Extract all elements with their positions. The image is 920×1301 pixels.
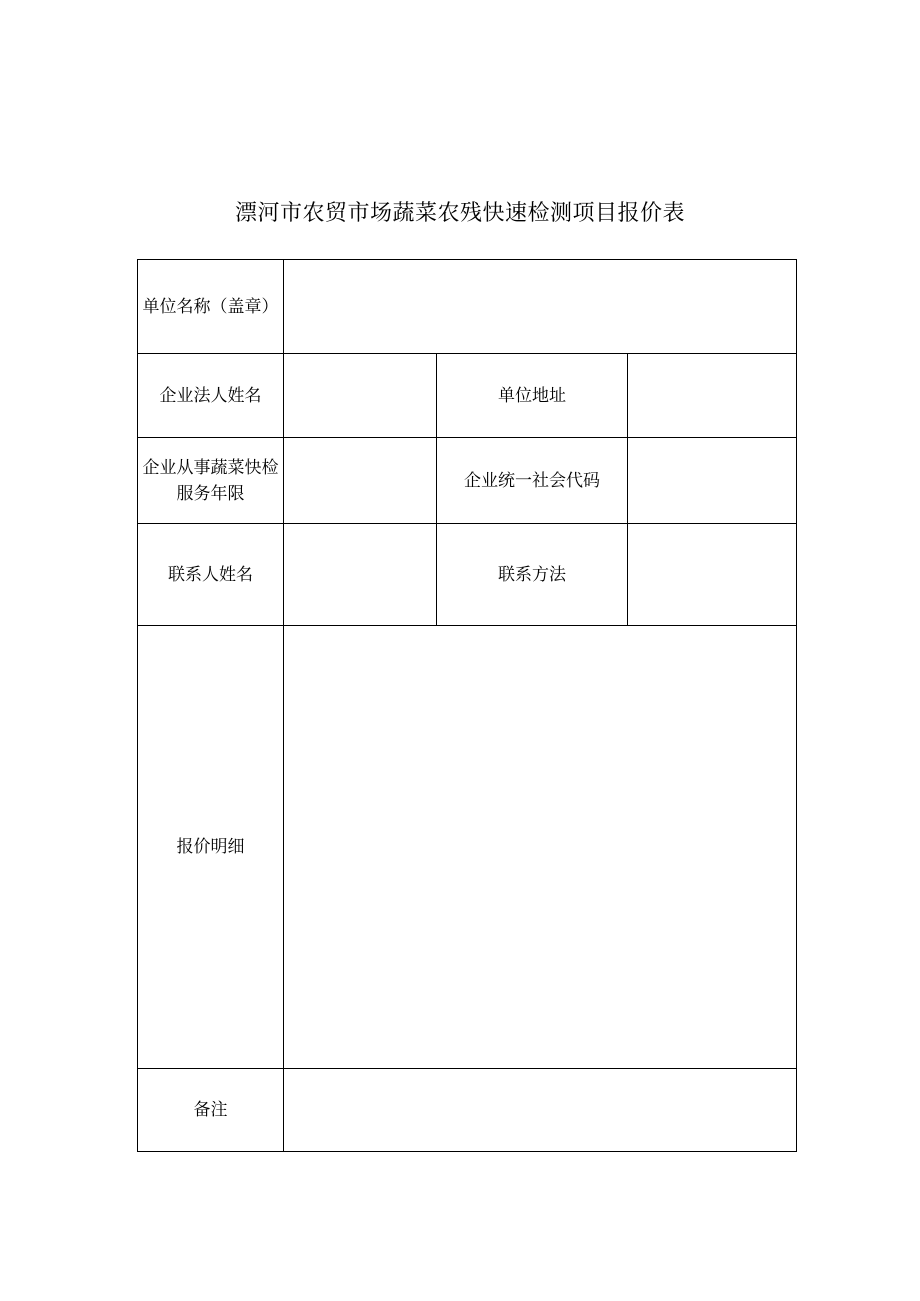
page-title: 漂河市农贸市场蔬菜农残快速检测项目报价表 xyxy=(234,201,685,226)
credit-code-field[interactable] xyxy=(628,438,797,524)
remarks-label: 备注 xyxy=(138,1069,284,1152)
contact-method-field[interactable] xyxy=(628,524,797,626)
unit-address-field[interactable] xyxy=(628,354,797,438)
credit-code-label: 企业统一社会代码 xyxy=(437,438,628,524)
quote-detail-field[interactable] xyxy=(284,626,797,1069)
legal-person-field[interactable] xyxy=(284,354,437,438)
legal-person-label: 企业法人姓名 xyxy=(138,354,284,438)
quote-detail-label: 报价明细 xyxy=(138,626,284,1069)
unit-name-field[interactable] xyxy=(284,260,797,354)
unit-name-label: 单位名称（盖章） xyxy=(138,260,284,354)
contact-method-label: 联系方法 xyxy=(437,524,628,626)
contact-name-field[interactable] xyxy=(284,524,437,626)
unit-address-label: 单位地址 xyxy=(437,354,628,438)
service-years-field[interactable] xyxy=(284,438,437,524)
contact-name-label: 联系人姓名 xyxy=(138,524,284,626)
quotation-form-table xyxy=(137,259,797,1152)
service-years-label: 企业从事蔬菜快检服务年限 xyxy=(138,438,284,524)
remarks-field[interactable] xyxy=(284,1069,797,1152)
